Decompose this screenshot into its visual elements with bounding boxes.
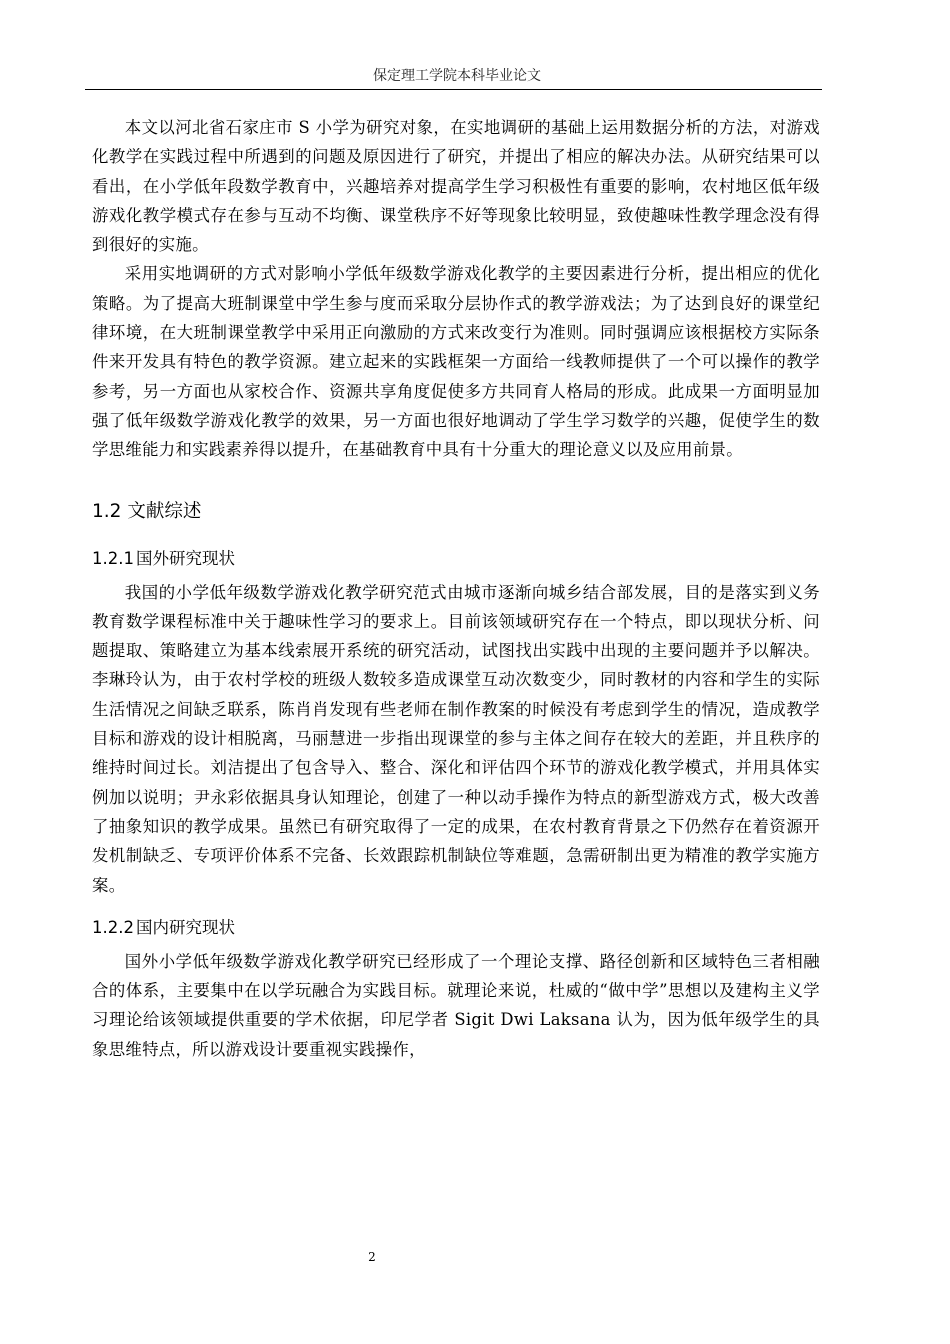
subsection-paragraph-2: 国外小学低年级数学游戏化教学研究已经形成了一个理论支撑、路径创新和区域特色三者相融合的体系，主要集中在以学玩融合为实践目标。就理论来说，杜威的“做中学”思想以及建构主义学习理论给该领域提供重要的学术依据，印尼学者 Sigit Dwi Laksana 认为，因为低年级学生的具象思维特点，所以游戏设计要重视实践操作， (92, 951, 820, 1059)
subsection-number-2: 1.2.2 (92, 917, 134, 937)
subsection-heading-1 (92, 545, 820, 573)
page-body (92, 113, 820, 1064)
subsection-heading-2 (92, 914, 820, 942)
subsection-title-2: 国内研究现状 (135, 917, 235, 937)
running-header: 保定理工学院本科毕业论文 (373, 68, 541, 84)
body-paragraph-1: 本文以河北省石家庄市 S 小学为研究对象，在实地调研的基础上运用数据分析的方法，对游戏化教学在实践过程中所遇到的问题及原因进行了研究，并提出了相应的解决办法。从研究结果可以看出，在小学低年段数学教育中，兴趣培养对提高学生学习积极性有重要的影响，农村地区低年级游戏化教学模式存在参与互动不均衡、课堂秩序不好等现象比较明显，致使趣味性教学理念没有得到很好的实施。 (92, 118, 820, 255)
header-divider (85, 89, 822, 90)
subsection-title-1: 国外研究现状 (135, 548, 235, 568)
body-paragraph-2: 采用实地调研的方式对影响小学低年级数学游戏化教学的主要因素进行分析，提出相应的优化策略。为了提高大班制课堂中学生参与度而采取分层协作式的教学游戏法；为了达到良好的课堂纪律环境，在大班制课堂教学中采用正向激励的方式来改变行为准则。同时强调应该根据校方实际条件来开发具有特色的教学资源。建立起来的实践框架一方面给一线教师提供了一个可以操作的教学参考，另一方面也从家校合作、资源共享角度促使多方共同育人格局的形成。此成果一方面明显加强了低年级数学游戏化教学的效果，另一方面也很好地调动了学生学习数学的兴趣，促使学生的数学思维能力和实践素养得以提升，在基础教育中具有十分重大的理论意义以及应用前景。 (92, 264, 820, 460)
section-title: 文献综述 (127, 500, 202, 522)
section-number: 1.2 (92, 500, 122, 522)
subsection-number-1: 1.2.1 (92, 548, 134, 568)
page-number: 2 (368, 1250, 376, 1264)
subsection-paragraph-1: 我国的小学低年级数学游戏化教学研究范式由城市逐渐向城乡结合部发展，目的是落实到义务教育数学课程标准中关于趣味性学习的要求上。目前该领域研究存在一个特点，即以现状分析、问题提取、策略建立为基本线索展开系统的研究活动，试图找出实践中出现的主要问题并予以解决。李琳玲认为，由于农村学校的班级人数较多造成课堂互动次数变少，同时教材的内容和学生的实际生活情况之间缺乏联系，陈肖肖发现有些老师在制作教案的时候没有考虑到学生的情况，造成教学目标和游戏的设计相脱离，马丽慧进一步指出现课堂的参与主体之间存在较大的差距，并且秩序的维持时间过长。刘洁提出了包含导入、整合、深化和评估四个环节的游戏化教学模式，并用具体实例加以说明；尹永彩依据具身认知理论，创建了一种以动手操作为特点的新型游戏方式，极大改善了抽象知识的教学成果。虽然已有研究取得了一定的成果，在农村教育背景之下仍然存在着资源开发机制缺乏、专项评价体系不完备、长效跟踪机制缺位等难题，急需研制出更为精准的教学实施方案。 (92, 582, 820, 895)
section-heading (92, 497, 820, 527)
